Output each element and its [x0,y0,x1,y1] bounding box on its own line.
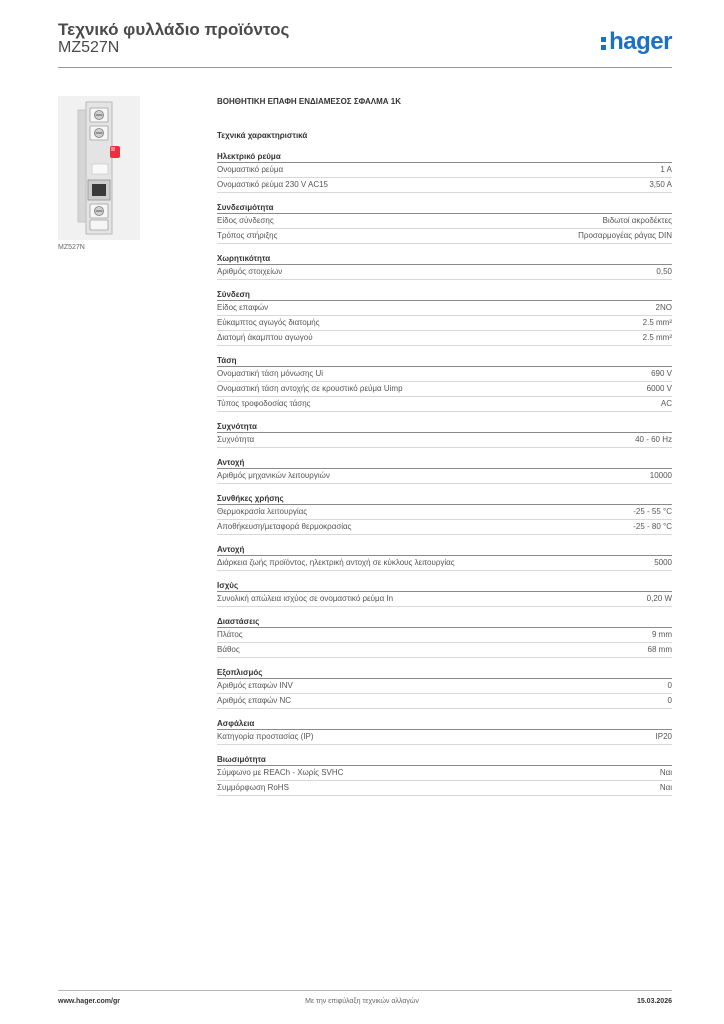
spec-label: Κατηγορία προστασίας (IP) [217,732,314,741]
spec-label: Συνολική απώλεια ισχύος σε ονομαστικό ρεύμα In [217,594,394,603]
spec-value: 2.5 mm² [642,333,672,342]
spec-value: Ναι [659,768,672,777]
spec-label: Αριθμός επαφών NC [217,696,292,705]
spec-row [217,766,672,781]
spec-row [217,643,672,658]
spec-section [217,616,672,658]
spec-row [217,214,672,229]
spec-section [217,457,672,484]
spec-label: Είδος επαφών [217,303,269,312]
header-divider [58,67,672,68]
spec-label: Ονομαστική τάση μόνωσης Ui [217,369,324,378]
spec-value: 6000 V [646,384,672,393]
spec-value: 0,50 [656,267,672,276]
spec-heading: Τεχνικά χαρακτηριστικά [217,131,308,140]
spec-section [217,493,672,535]
spec-section [217,421,672,448]
spec-section [217,667,672,709]
spec-row [217,331,672,346]
spec-label: Ονομαστικό ρεύμα 230 V AC15 [217,180,329,189]
spec-sheet [217,96,672,796]
footer-divider [58,990,672,991]
footer-notice: Με την επιφύλαξη τεχνικών αλλαγών [305,998,419,1005]
spec-value: Βιδωτοί ακροδέκτες [602,216,672,225]
section-title: Σύνδεση [217,289,672,301]
footer-date: 15.03.2026 [636,998,672,1005]
section-title: Ασφάλεια [217,718,672,730]
product-name: ΒΟΗΘΗΤΙΚΗ ΕΠΑΦΗ ΕΝΔΙΑΜΕΣΟΣ ΣΦΑΛΜΑ 1Κ [217,97,401,106]
spec-section [217,253,672,280]
spec-row [217,316,672,331]
spec-value: 9 mm [652,630,672,639]
section-title: Χωρητικότητα [217,253,672,265]
spec-label: Ονομαστική τάση αντοχής σε κρουστικό ρεύμα Uimp [217,384,403,393]
spec-row [217,367,672,382]
section-title: Βιωσιμότητα [217,754,672,766]
spec-row [217,520,672,535]
spec-row [217,679,672,694]
spec-value: -25 - 55 °C [633,507,672,516]
spec-label: Διάρκεια ζωής προϊόντος, ηλεκτρική αντοχή σε κύκλους λειτουργίας [217,558,455,567]
spec-row [217,265,672,280]
spec-value: AC [660,399,672,408]
spec-label: Θερμοκρασία λειτουργίας [217,507,308,516]
spec-section [217,202,672,244]
spec-row [217,163,672,178]
spec-row [217,382,672,397]
spec-value: 2.5 mm² [642,318,672,327]
spec-row [217,730,672,745]
section-title: Αντοχή [217,457,672,469]
section-title: Εξοπλισμός [217,667,672,679]
spec-value: 0 [667,696,672,705]
spec-value: IP20 [655,732,672,741]
hager-logo [601,29,672,55]
spec-row [217,178,672,193]
spec-row [217,433,672,448]
page-header [58,20,672,68]
image-caption: MZ527N [58,244,85,251]
spec-value: 5000 [654,558,672,567]
section-title: Συνδεσιμότητα [217,202,672,214]
section-title: Αντοχή [217,544,672,556]
spec-row [217,505,672,520]
spec-label: Συχνότητα [217,435,255,444]
spec-label: Σύμφωνο με REACh - Χωρίς SVHC [217,768,344,777]
spec-row [217,397,672,412]
spec-label: Συμμόρφωση RoHS [217,783,289,792]
spec-row [217,628,672,643]
document-title: Τεχνικό φυλλάδιο προϊόντος [58,20,290,39]
spec-section [217,355,672,412]
spec-label: Διατομή άκαμπτου αγωγού [217,333,313,342]
spec-value: 1 A [660,165,672,174]
spec-row [217,694,672,709]
spec-row [217,781,672,796]
spec-sections [217,151,672,796]
spec-label: Αριθμός στοιχείων [217,267,283,276]
section-title: Διαστάσεις [217,616,672,628]
spec-value: 690 V [651,369,672,378]
spec-value: 40 - 60 Hz [635,435,672,444]
section-title: Τάση [217,355,672,367]
spec-label: Βάθος [217,645,240,654]
logo-text: hager [609,28,672,55]
section-title: Συχνότητα [217,421,672,433]
section-title: Συνθήκες χρήσης [217,493,672,505]
spec-label: Είδος σύνδεσης [217,216,274,225]
spec-label: Τρόπος στήριξης [217,231,278,240]
spec-label: Ονομαστικό ρεύμα [217,165,284,174]
spec-row [217,556,672,571]
spec-label: Πλάτος [217,630,243,639]
spec-section [217,718,672,745]
spec-row [217,301,672,316]
spec-row [217,592,672,607]
spec-section [217,289,672,346]
spec-value: Ναι [659,783,672,792]
spec-label: Τύπος τροφοδοσίας τάσης [217,399,311,408]
spec-value: 68 mm [647,645,672,654]
footer-website[interactable]: www.hager.com/gr [58,998,120,1005]
section-title: Ισχύς [217,580,672,592]
spec-value: 10000 [649,471,672,480]
logo-dots-icon [601,32,607,52]
spec-label: Αποθήκευση/μεταφορά θερμοκρασίας [217,522,352,531]
spec-row [217,469,672,484]
spec-label: Αριθμός μηχανικών λειτουργιών [217,471,330,480]
spec-section [217,580,672,607]
spec-value: 2NO [655,303,672,312]
spec-value: -25 - 80 °C [633,522,672,531]
spec-section [217,544,672,571]
spec-label: Εύκαμπτος αγωγός διατομής [217,318,320,327]
spec-value: 0 [667,681,672,690]
spec-section [217,151,672,193]
spec-value: 0,20 W [646,594,672,603]
section-title: Ηλεκτρικό ρεύμα [217,151,672,163]
spec-label: Αριθμός επαφών INV [217,681,293,690]
product-image [58,96,140,240]
spec-row [217,229,672,244]
spec-value: 3,50 A [649,180,672,189]
product-code: MZ527N [58,39,120,56]
spec-section [217,754,672,796]
spec-value: Προσαρμογέας ράγας DIN [578,231,672,240]
circuit-breaker-auxiliary-icon [58,96,140,240]
